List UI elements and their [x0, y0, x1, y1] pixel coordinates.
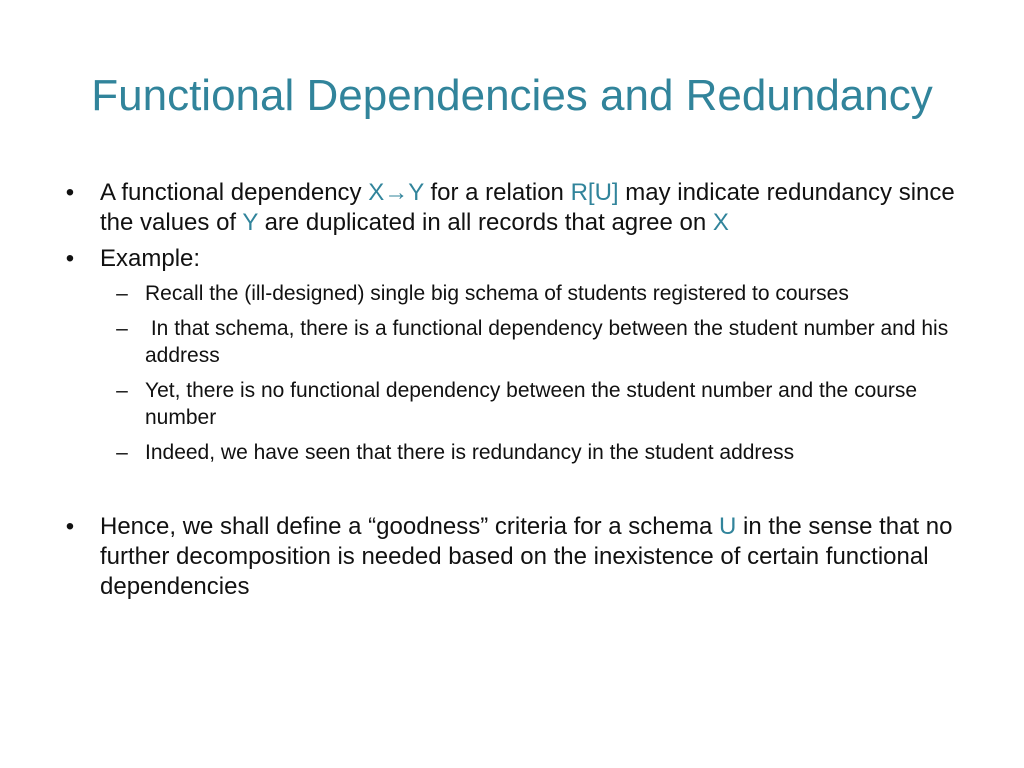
bullet-text: for a relation — [423, 179, 571, 206]
sub-bullet-marker: – — [116, 317, 128, 340]
bullet-text: Example: — [100, 245, 201, 272]
bullet-text: A functional dependency — [100, 179, 369, 206]
sub-bullet — [60, 377, 960, 431]
spacer — [60, 476, 960, 512]
sub-bullet-marker: – — [116, 282, 128, 305]
highlight-x: X — [712, 209, 729, 236]
highlight-y: Y — [242, 209, 258, 236]
sub-bullet-marker: – — [116, 379, 128, 402]
sub-bullet-marker: – — [116, 441, 128, 464]
slide-title: Functional Dependencies and Redundancy — [91, 71, 933, 120]
sub-bullet-text: Yet, there is no functional dependency between the student number and the course number — [145, 379, 918, 429]
slide-body — [60, 178, 960, 608]
example-sub-list — [60, 280, 960, 466]
bullet-text: in the sense that no further decomposition is needed based on the inexistence of certain functional dependencies — [100, 513, 953, 600]
bullet-text: may indicate redundancy since the values of — [100, 179, 955, 236]
bullet-text: are duplicated in all records that agree on — [257, 209, 713, 236]
bullet-text: Hence, we shall define a “goodness” criteria for a schema — [100, 513, 719, 540]
sub-bullet — [60, 315, 960, 369]
bullet-marker: • — [65, 179, 75, 206]
sub-bullet-text: Indeed, we have seen that there is redundancy in the student address — [145, 441, 795, 464]
highlight-relation: R[U] — [570, 179, 619, 206]
bullet-example — [60, 244, 960, 274]
sub-bullet-text: In that schema, there is a functional dependency between the student number and his address — [145, 317, 955, 367]
bullet-functional-dependency — [60, 178, 960, 238]
arrow-symbol: → — [384, 179, 409, 206]
sub-bullet — [60, 439, 960, 466]
highlight-x: X — [368, 179, 385, 206]
highlight-y: Y — [408, 179, 424, 206]
bullet-marker: • — [65, 245, 75, 272]
bullet-marker: • — [65, 513, 75, 540]
sub-bullet-text: Recall the (ill-designed) single big schema of students registered to courses — [145, 282, 849, 305]
bullet-goodness-criteria — [60, 512, 960, 602]
highlight-schema-u: U — [718, 513, 737, 540]
sub-bullet — [60, 280, 960, 307]
